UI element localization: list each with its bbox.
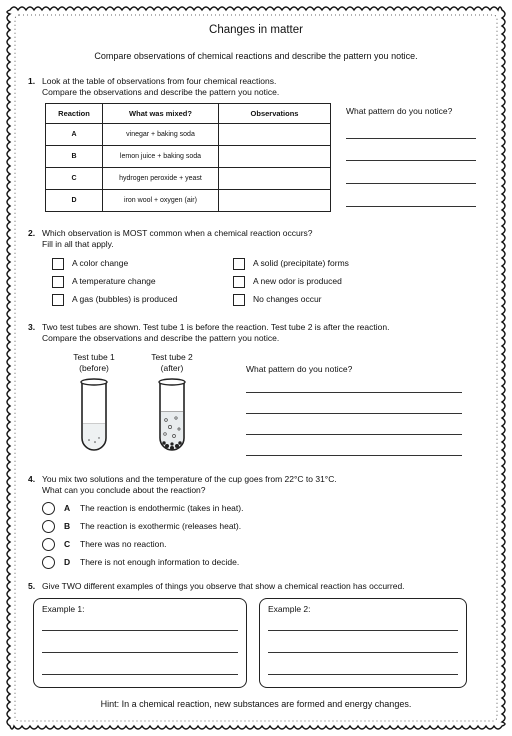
example-2-answer-line[interactable] — [268, 652, 458, 653]
reaction-id: D — [46, 190, 103, 212]
q3-pattern-prompt: What pattern do you notice? — [246, 364, 353, 374]
q5-text-line1: Give TWO different examples of things you observe that show a chemical reaction has occurred. — [42, 581, 405, 591]
radio-choice-c[interactable] — [42, 538, 55, 551]
q1-text-line1: Look at the table of observations from four chemical reactions. — [42, 76, 277, 86]
q1-answer-line[interactable] — [346, 183, 476, 184]
table-header-row — [46, 104, 331, 124]
choice-text: There was no reaction. — [80, 539, 167, 549]
radio-choice-d[interactable] — [42, 556, 55, 569]
reaction-id: B — [46, 146, 103, 168]
q3-text-line2: Compare the observations and describe the pattern you notice. — [42, 333, 280, 343]
tube2-label: Test tube 2 — [151, 352, 193, 362]
q1-answer-line[interactable] — [346, 138, 476, 139]
header-observations: Observations — [219, 104, 331, 124]
choice-letter: B — [64, 521, 71, 531]
reaction-id: C — [46, 168, 103, 190]
option-label: No changes occur — [253, 294, 322, 304]
q3-answer-line[interactable] — [246, 392, 462, 393]
observations-table — [45, 103, 331, 212]
example-2-answer-line[interactable] — [268, 630, 458, 631]
table-row — [46, 124, 331, 146]
tube2-state: (after) — [160, 363, 184, 373]
q1-text-line2: Compare the observations and describe the pattern you notice. — [42, 87, 280, 97]
observation-cell[interactable] — [219, 146, 331, 168]
choice-letter: C — [64, 539, 71, 549]
example-1-label: Example 1: — [42, 604, 85, 614]
test-tube-2-illustration — [150, 372, 194, 464]
q4-text-line1: You mix two solutions and the temperature of the cup goes from 22°C to 31°C. — [42, 474, 337, 484]
table-row — [46, 168, 331, 190]
tube1-label: Test tube 1 — [73, 352, 115, 362]
reaction-mixed: hydrogen peroxide + yeast — [103, 168, 219, 190]
option-label: A temperature change — [72, 276, 156, 286]
option-label: A gas (bubbles) is produced — [72, 294, 178, 304]
reaction-mixed: vinegar + baking soda — [103, 124, 219, 146]
q2-text-line2: Fill in all that apply. — [42, 239, 114, 249]
option-label: A color change — [72, 258, 129, 268]
q1-answer-line[interactable] — [346, 160, 476, 161]
q3-number: 3. — [28, 322, 36, 332]
test-tube-1-illustration — [72, 372, 116, 460]
page-title: Changes in matter — [209, 24, 303, 36]
example-2-answer-line[interactable] — [268, 674, 458, 675]
checkbox-solid-forms[interactable] — [233, 258, 245, 270]
example-1-answer-line[interactable] — [42, 652, 238, 653]
radio-choice-b[interactable] — [42, 520, 55, 533]
table-row — [46, 146, 331, 168]
tube1-state: (before) — [79, 363, 109, 373]
reaction-id: A — [46, 124, 103, 146]
q2-number: 2. — [28, 228, 36, 238]
checkbox-gas-bubbles[interactable] — [52, 294, 64, 306]
example-2-label: Example 2: — [268, 604, 311, 614]
observation-cell[interactable] — [219, 168, 331, 190]
q2-text-line1: Which observation is MOST common when a chemical reaction occurs? — [42, 228, 313, 238]
choice-letter: A — [64, 503, 71, 513]
q1-pattern-prompt: What pattern do you notice? — [346, 106, 453, 116]
option-label: A solid (precipitate) forms — [253, 258, 349, 268]
hint-text: Hint: In a chemical reaction, new substances are formed and energy changes. — [100, 699, 412, 709]
q3-text-line1: Two test tubes are shown. Test tube 1 is before the reaction. Test tube 2 is after the reaction. — [42, 322, 390, 332]
radio-choice-a[interactable] — [42, 502, 55, 515]
q4-text-line2: What can you conclude about the reaction? — [42, 485, 206, 495]
option-label: A new odor is produced — [253, 276, 342, 286]
header-reaction: Reaction — [46, 104, 103, 124]
choice-letter: D — [64, 557, 71, 567]
q4-number: 4. — [28, 474, 36, 484]
header-what-was-mixed: What was mixed? — [103, 104, 219, 124]
q3-answer-line[interactable] — [246, 413, 462, 414]
q5-number: 5. — [28, 581, 36, 591]
observation-cell[interactable] — [219, 190, 331, 212]
checkbox-new-odor[interactable] — [233, 276, 245, 288]
q3-answer-line[interactable] — [246, 434, 462, 435]
page-subtitle: Compare observations of chemical reactions and describe the pattern you notice. — [94, 51, 418, 61]
q3-answer-line[interactable] — [246, 455, 462, 456]
choice-text: There is not enough information to decide. — [80, 557, 240, 567]
q1-number: 1. — [28, 76, 36, 86]
choice-text: The reaction is exothermic (releases heat). — [80, 521, 242, 531]
checkbox-temperature-change[interactable] — [52, 276, 64, 288]
observation-cell[interactable] — [219, 124, 331, 146]
example-1-answer-line[interactable] — [42, 630, 238, 631]
checkbox-color-change[interactable] — [52, 258, 64, 270]
q1-answer-line[interactable] — [346, 206, 476, 207]
reaction-mixed: iron wool + oxygen (air) — [103, 190, 219, 212]
reaction-mixed: lemon juice + baking soda — [103, 146, 219, 168]
table-row — [46, 190, 331, 212]
example-1-answer-line[interactable] — [42, 674, 238, 675]
checkbox-no-changes[interactable] — [233, 294, 245, 306]
choice-text: The reaction is endothermic (takes in heat). — [80, 503, 244, 513]
